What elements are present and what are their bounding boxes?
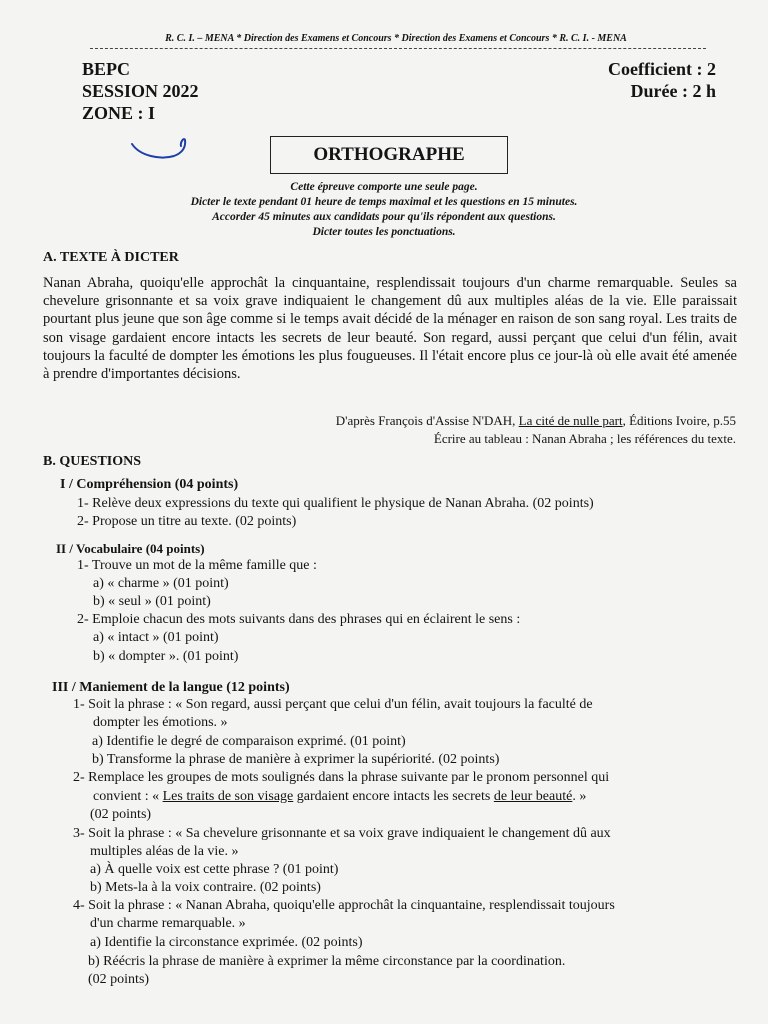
part2-heading: II / Vocabulaire (04 points) — [56, 541, 205, 556]
pen-mark-icon — [130, 138, 194, 168]
part2-question-1b: b) « seul » (01 point) — [93, 594, 211, 609]
part3-question-4: 4- Soit la phrase : « Nanan Abraha, quoiqu'elle approchât la cinquantaine, resplendissait toujours — [73, 898, 615, 913]
text-source — [336, 412, 736, 448]
part3-question-2-points: (02 points) — [90, 807, 152, 822]
dictation-text: Nanan Abraha, quoiqu'elle approchât la cinquantaine, resplendissait toujours d'un charme remarquable. Seules sa chevelure grisonnante et sa voix grave indiquaient le changement dû aux multiples aléas de la vie. Elle paraissait pourtant plus jeune que son âge comme si le temps avait décidé de la ménager en raison de son sang royal. Les traits de son visage gardaient encore intacts les secrets de leur beauté. Son regard, aussi perçant que celui d'un félin, avait toujours la faculté de dompter les émotions les plus fougueuses. Il l'était encore plus ce jour-là où elle avait été amenée à prendre d'importantes décisions. — [43, 275, 737, 383]
exam-duration: Durée : 2 h — [630, 81, 716, 101]
source-author: D'après François d'Assise N'DAH, — [335, 413, 519, 428]
header-divider — [90, 48, 706, 49]
source-publisher: , Éditions Ivoire, p.55 — [622, 413, 736, 428]
exam-zone: ZONE : I — [82, 103, 156, 123]
part3-question-3a: a) À quelle voix est cette phrase ? (01 point) — [90, 862, 339, 877]
exam-name: BEPC — [82, 59, 131, 79]
exam-info-right — [608, 58, 716, 102]
q2-text: . » — [572, 789, 587, 804]
part3-question-2: 2- Remplace les groupes de mots soulignés dans la phrase suivante par le pronom personnel qui — [73, 770, 610, 785]
part2-question-1: 1- Trouve un mot de la même famille que : — [77, 558, 317, 573]
part2-question-2a: a) « intact » (01 point) — [93, 630, 219, 645]
part3-question-3-cont: multiples aléas de la vie. » — [90, 844, 239, 859]
part2-question-1a: a) « charme » (01 point) — [93, 576, 229, 591]
part1-heading: I / Compréhension (04 points) — [60, 477, 239, 492]
board-note: Écrire au tableau : Nanan Abraha ; les références du texte. — [433, 431, 736, 446]
q2-text: gardaient encore intacts les secrets — [293, 789, 494, 804]
instruction-line: Accorder 45 minutes aux candidats pour qu'ils répondent aux questions. — [212, 211, 556, 223]
exam-coefficient: Coefficient : 2 — [608, 59, 716, 79]
source-reference — [336, 412, 736, 430]
part1-question-2: 2- Propose un titre au texte. (02 points) — [77, 514, 297, 529]
exam-info-left — [82, 58, 199, 124]
part3-question-1: 1- Soit la phrase : « Son regard, aussi perçant que celui d'un félin, avait toujours la faculté de — [73, 697, 593, 712]
instruction-line: Dicter toutes les ponctuations. — [312, 226, 456, 238]
part1-question-1: 1- Relève deux expressions du texte qui qualifient le physique de Nanan Abraha. (02 points) — [77, 496, 594, 511]
exam-session: SESSION 2022 — [82, 81, 199, 101]
part3-question-4b: b) Réécris la phrase de manière à exprimer la même circonstance par la coordination. — [88, 954, 566, 969]
instructions-block — [60, 180, 708, 240]
part3-question-4a: a) Identifie la circonstance exprimée. (02 points) — [90, 935, 363, 950]
part3-question-3b: b) Mets-la à la voix contraire. (02 points) — [90, 880, 321, 895]
part3-question-1b: b) Transforme la phrase de manière à exprimer la supériorité. (02 points) — [92, 752, 500, 767]
header-ministry-line: R. C. I. – MENA * Direction des Examens et Concours * Direction des Examens et Concours * R. C. I. - MENA — [165, 33, 627, 44]
part3-question-3: 3- Soit la phrase : « Sa chevelure grisonnante et sa voix grave indiquaient le changement dû aux — [73, 826, 611, 841]
section-a-heading: A. TEXTE À DICTER — [43, 250, 179, 265]
part3-question-1a: a) Identifie le degré de comparaison exprimé. (01 point) — [92, 734, 406, 749]
part3-heading: III / Maniement de la langue (12 points) — [52, 680, 290, 695]
part3-question-4-cont: d'un charme remarquable. » — [90, 916, 246, 931]
underlined-group-1: Les traits de son visage — [162, 789, 294, 804]
part3-question-1-cont: dompter les émotions. » — [93, 715, 228, 730]
section-b-heading: B. QUESTIONS — [43, 454, 142, 469]
subject-title: ORTHOGRAPHE — [270, 136, 508, 174]
part3-question-2-cont — [93, 788, 586, 806]
part3-question-4-points: (02 points) — [88, 972, 150, 987]
part2-question-2b: b) « dompter ». (01 point) — [93, 649, 239, 664]
instruction-line: Dicter le texte pendant 01 heure de temps maximal et les questions en 15 minutes. — [190, 196, 578, 208]
q2-text: convient : « — [93, 789, 163, 804]
part2-question-2: 2- Emploie chacun des mots suivants dans des phrases qui en éclairent le sens : — [77, 612, 521, 627]
source-book-title: La cité de nulle part — [518, 413, 623, 428]
underlined-group-2: de leur beauté — [493, 789, 573, 804]
instruction-line: Cette épreuve comporte une seule page. — [290, 181, 478, 193]
